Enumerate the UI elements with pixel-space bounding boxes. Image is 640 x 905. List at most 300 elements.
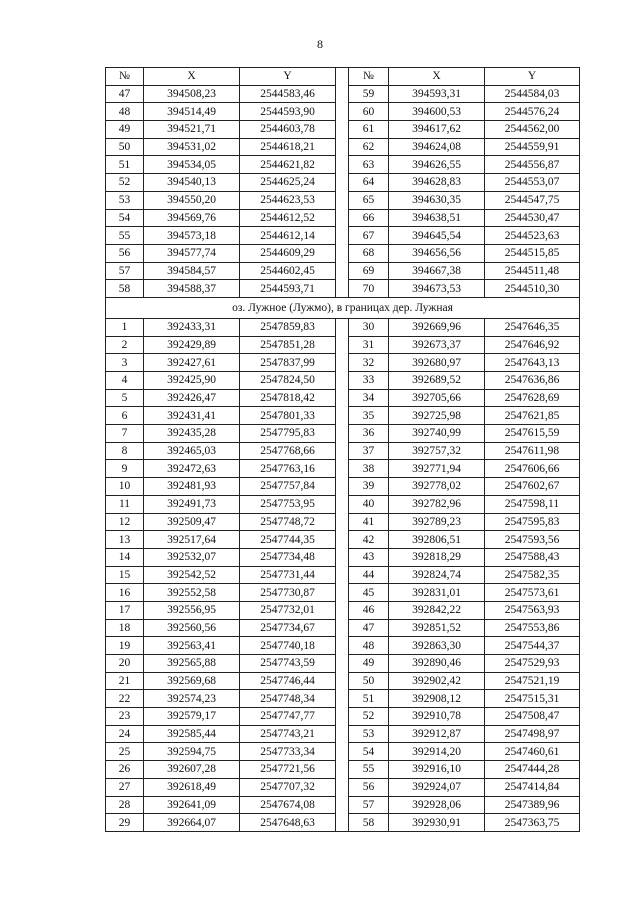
- cell-no-right: 48: [349, 637, 389, 655]
- cell-x-right: 392914,20: [389, 743, 485, 761]
- cell-y-left: 2547743,21: [240, 725, 336, 743]
- cell-y-right: 2547460,61: [485, 743, 580, 761]
- cell-y-right: 2547553,86: [485, 619, 580, 637]
- cell-y-left: 2544623,53: [240, 191, 336, 209]
- cell-y-right: 2544584,03: [485, 85, 580, 103]
- section-title-row: [106, 297, 580, 318]
- cell-y-right: 2547588,43: [485, 548, 580, 566]
- cell-no-left: 5: [106, 389, 144, 407]
- cell-x-right: 392806,51: [389, 531, 485, 549]
- cell-no-right: 67: [349, 227, 389, 245]
- cell-x-left: 392435,28: [144, 425, 240, 443]
- table-row: [106, 708, 580, 726]
- cell-y-left: 2547744,35: [240, 531, 336, 549]
- cell-x-left: 394534,05: [144, 156, 240, 174]
- cell-x-right: 392842,22: [389, 601, 485, 619]
- cell-no-right: 32: [349, 354, 389, 372]
- table-row: [106, 244, 580, 262]
- cell-no-left: 14: [106, 548, 144, 566]
- header-x-left: X: [144, 68, 240, 86]
- column-gap: [336, 513, 349, 531]
- cell-y-right: 2547615,59: [485, 425, 580, 443]
- cell-x-right: 392902,42: [389, 672, 485, 690]
- cell-no-left: 12: [106, 513, 144, 531]
- cell-y-left: 2547795,83: [240, 425, 336, 443]
- table-row: [106, 138, 580, 156]
- cell-no-right: 65: [349, 191, 389, 209]
- cell-y-right: 2547611,98: [485, 442, 580, 460]
- cell-x-left: 394573,18: [144, 227, 240, 245]
- cell-y-right: 2547444,28: [485, 761, 580, 779]
- cell-no-left: 16: [106, 584, 144, 602]
- cell-no-left: 58: [106, 280, 144, 298]
- cell-no-left: 22: [106, 690, 144, 708]
- block1-rows: [106, 85, 580, 297]
- table-row: [106, 619, 580, 637]
- cell-y-right: 2547646,35: [485, 318, 580, 336]
- cell-y-right: 2544547,75: [485, 191, 580, 209]
- cell-no-left: 10: [106, 478, 144, 496]
- cell-no-left: 6: [106, 407, 144, 425]
- cell-x-left: 394521,71: [144, 121, 240, 139]
- cell-no-right: 68: [349, 244, 389, 262]
- cell-x-left: 394588,37: [144, 280, 240, 298]
- cell-x-right: 394617,62: [389, 121, 485, 139]
- cell-x-left: 392481,93: [144, 478, 240, 496]
- cell-x-right: 394673,53: [389, 280, 485, 298]
- cell-no-left: 27: [106, 778, 144, 796]
- column-gap: [336, 174, 349, 192]
- cell-no-right: 41: [349, 513, 389, 531]
- table-row: [106, 103, 580, 121]
- column-gap: [336, 244, 349, 262]
- cell-y-right: 2544523,63: [485, 227, 580, 245]
- table-row: [106, 814, 580, 832]
- column-gap: [336, 743, 349, 761]
- cell-no-left: 9: [106, 460, 144, 478]
- table-row: [106, 761, 580, 779]
- cell-y-left: 2547732,01: [240, 601, 336, 619]
- cell-no-right: 31: [349, 336, 389, 354]
- cell-y-left: 2544593,71: [240, 280, 336, 298]
- table-row: [106, 156, 580, 174]
- cell-y-right: 2544553,07: [485, 174, 580, 192]
- cell-x-left: 392431,41: [144, 407, 240, 425]
- table-row: [106, 389, 580, 407]
- cell-no-right: 36: [349, 425, 389, 443]
- column-gap: [336, 478, 349, 496]
- cell-y-left: 2547674,08: [240, 796, 336, 814]
- column-gap: [336, 495, 349, 513]
- cell-y-right: 2547389,96: [485, 796, 580, 814]
- column-gap: [336, 407, 349, 425]
- cell-no-left: 29: [106, 814, 144, 832]
- column-gap: [336, 460, 349, 478]
- cell-no-right: 40: [349, 495, 389, 513]
- block2-rows: [106, 318, 580, 831]
- cell-x-left: 392579,17: [144, 708, 240, 726]
- cell-no-left: 47: [106, 85, 144, 103]
- column-gap: [336, 655, 349, 673]
- cell-x-right: 392705,66: [389, 389, 485, 407]
- cell-x-left: 394584,57: [144, 262, 240, 280]
- cell-y-left: 2547748,72: [240, 513, 336, 531]
- cell-y-left: 2544603,78: [240, 121, 336, 139]
- cell-x-right: 392680,97: [389, 354, 485, 372]
- cell-no-right: 64: [349, 174, 389, 192]
- cell-y-left: 2547801,33: [240, 407, 336, 425]
- cell-x-right: 394630,35: [389, 191, 485, 209]
- cell-no-left: 11: [106, 495, 144, 513]
- column-gap: [336, 814, 349, 832]
- column-gap: [336, 708, 349, 726]
- cell-y-right: 2547363,75: [485, 814, 580, 832]
- header-no-left: №: [106, 68, 144, 86]
- table-row: [106, 209, 580, 227]
- cell-no-right: 37: [349, 442, 389, 460]
- cell-no-right: 61: [349, 121, 389, 139]
- cell-x-right: 394626,55: [389, 156, 485, 174]
- cell-x-left: 392618,49: [144, 778, 240, 796]
- section-title: оз. Лужное (Лужмо), в границах дер. Лужная: [106, 297, 580, 318]
- cell-no-right: 69: [349, 262, 389, 280]
- table-row: [106, 460, 580, 478]
- cell-x-left: 392517,64: [144, 531, 240, 549]
- cell-y-left: 2547859,83: [240, 318, 336, 336]
- cell-no-left: 24: [106, 725, 144, 743]
- column-gap: [336, 156, 349, 174]
- cell-no-left: 23: [106, 708, 144, 726]
- table-row: [106, 513, 580, 531]
- cell-y-left: 2544602,45: [240, 262, 336, 280]
- cell-y-right: 2547628,69: [485, 389, 580, 407]
- column-gap: [336, 280, 349, 298]
- table-row: [106, 690, 580, 708]
- cell-no-right: 62: [349, 138, 389, 156]
- table-row: [106, 442, 580, 460]
- cell-y-left: 2547837,99: [240, 354, 336, 372]
- cell-y-right: 2544576,24: [485, 103, 580, 121]
- cell-x-left: 392556,95: [144, 601, 240, 619]
- cell-y-left: 2547851,28: [240, 336, 336, 354]
- cell-x-left: 394577,74: [144, 244, 240, 262]
- cell-y-right: 2547508,47: [485, 708, 580, 726]
- cell-y-right: 2544562,00: [485, 121, 580, 139]
- cell-no-right: 45: [349, 584, 389, 602]
- cell-x-right: 392824,74: [389, 566, 485, 584]
- column-gap: [336, 442, 349, 460]
- cell-y-left: 2547730,87: [240, 584, 336, 602]
- cell-no-right: 55: [349, 761, 389, 779]
- cell-y-right: 2544515,85: [485, 244, 580, 262]
- table-row: [106, 85, 580, 103]
- cell-no-right: 49: [349, 655, 389, 673]
- cell-no-right: 52: [349, 708, 389, 726]
- cell-x-right: 392757,32: [389, 442, 485, 460]
- cell-x-left: 392607,28: [144, 761, 240, 779]
- cell-no-right: 63: [349, 156, 389, 174]
- cell-no-left: 26: [106, 761, 144, 779]
- cell-no-left: 13: [106, 531, 144, 549]
- cell-y-right: 2547521,19: [485, 672, 580, 690]
- cell-no-right: 60: [349, 103, 389, 121]
- cell-no-right: 46: [349, 601, 389, 619]
- cell-y-right: 2547515,31: [485, 690, 580, 708]
- table-row: [106, 531, 580, 549]
- cell-y-left: 2547757,84: [240, 478, 336, 496]
- column-gap: [336, 191, 349, 209]
- cell-x-left: 392563,41: [144, 637, 240, 655]
- cell-x-right: 394593,31: [389, 85, 485, 103]
- cell-y-left: 2547707,32: [240, 778, 336, 796]
- cell-y-right: 2547529,93: [485, 655, 580, 673]
- table-row: [106, 495, 580, 513]
- column-gap: [336, 761, 349, 779]
- cell-no-left: 7: [106, 425, 144, 443]
- cell-no-right: 47: [349, 619, 389, 637]
- cell-no-right: 30: [349, 318, 389, 336]
- cell-y-left: 2547746,44: [240, 672, 336, 690]
- cell-x-left: 392542,52: [144, 566, 240, 584]
- column-gap: [336, 389, 349, 407]
- cell-no-left: 2: [106, 336, 144, 354]
- column-gap: [336, 778, 349, 796]
- cell-no-right: 35: [349, 407, 389, 425]
- column-gap: [336, 566, 349, 584]
- cell-x-right: 392912,87: [389, 725, 485, 743]
- cell-x-right: 392669,96: [389, 318, 485, 336]
- table-row: [106, 174, 580, 192]
- cell-x-right: 392740,99: [389, 425, 485, 443]
- table-row: [106, 354, 580, 372]
- cell-x-left: 392594,75: [144, 743, 240, 761]
- column-gap: [336, 318, 349, 336]
- page-number: 8: [317, 37, 323, 51]
- cell-x-left: 392565,88: [144, 655, 240, 673]
- cell-y-right: 2547582,35: [485, 566, 580, 584]
- cell-no-right: 66: [349, 209, 389, 227]
- cell-y-left: 2547648,63: [240, 814, 336, 832]
- cell-x-right: 392789,23: [389, 513, 485, 531]
- cell-no-right: 39: [349, 478, 389, 496]
- cell-x-right: 392908,12: [389, 690, 485, 708]
- cell-no-left: 21: [106, 672, 144, 690]
- cell-y-left: 2547743,59: [240, 655, 336, 673]
- cell-x-right: 392771,94: [389, 460, 485, 478]
- column-gap: [336, 138, 349, 156]
- cell-no-right: 57: [349, 796, 389, 814]
- cell-x-right: 394656,56: [389, 244, 485, 262]
- table-row: [106, 778, 580, 796]
- cell-no-right: 58: [349, 814, 389, 832]
- table-row: [106, 425, 580, 443]
- column-gap: [336, 584, 349, 602]
- table-row: [106, 566, 580, 584]
- cell-x-right: 392818,29: [389, 548, 485, 566]
- table-row: [106, 548, 580, 566]
- column-gap: [336, 103, 349, 121]
- cell-no-left: 57: [106, 262, 144, 280]
- column-gap: [336, 725, 349, 743]
- cell-y-right: 2547598,11: [485, 495, 580, 513]
- cell-y-left: 2544612,52: [240, 209, 336, 227]
- cell-no-left: 54: [106, 209, 144, 227]
- cell-x-left: 392425,90: [144, 372, 240, 390]
- cell-x-left: 392509,47: [144, 513, 240, 531]
- cell-x-left: 392574,23: [144, 690, 240, 708]
- cell-no-left: 28: [106, 796, 144, 814]
- header-x-right: X: [389, 68, 485, 86]
- cell-x-left: 394531,02: [144, 138, 240, 156]
- cell-y-left: 2544612,14: [240, 227, 336, 245]
- cell-x-left: 392433,31: [144, 318, 240, 336]
- column-gap: [336, 425, 349, 443]
- table-row: [106, 725, 580, 743]
- table-row: [106, 478, 580, 496]
- cell-y-right: 2547643,13: [485, 354, 580, 372]
- cell-x-left: 394550,20: [144, 191, 240, 209]
- cell-y-left: 2547734,67: [240, 619, 336, 637]
- header-y-left: Y: [240, 68, 336, 86]
- column-gap: [336, 637, 349, 655]
- cell-no-left: 8: [106, 442, 144, 460]
- cell-no-right: 53: [349, 725, 389, 743]
- column-gap: [336, 372, 349, 390]
- column-gap: [336, 336, 349, 354]
- cell-no-left: 50: [106, 138, 144, 156]
- cell-x-right: 392910,78: [389, 708, 485, 726]
- cell-y-left: 2547768,66: [240, 442, 336, 460]
- cell-y-left: 2547733,34: [240, 743, 336, 761]
- header-row: [106, 68, 580, 86]
- cell-x-left: 392491,73: [144, 495, 240, 513]
- cell-no-right: 56: [349, 778, 389, 796]
- table-row: [106, 584, 580, 602]
- coordinates-table: [105, 67, 580, 832]
- cell-y-right: 2547593,56: [485, 531, 580, 549]
- cell-y-right: 2547414,84: [485, 778, 580, 796]
- cell-y-left: 2547824,50: [240, 372, 336, 390]
- cell-no-right: 43: [349, 548, 389, 566]
- cell-y-right: 2547544,37: [485, 637, 580, 655]
- cell-no-right: 50: [349, 672, 389, 690]
- table-row: [106, 796, 580, 814]
- cell-y-left: 2547734,48: [240, 548, 336, 566]
- cell-y-right: 2547573,61: [485, 584, 580, 602]
- cell-no-left: 20: [106, 655, 144, 673]
- column-gap: [336, 531, 349, 549]
- column-gap: [336, 68, 349, 86]
- table-row: [106, 280, 580, 298]
- cell-x-left: 392552,58: [144, 584, 240, 602]
- column-gap: [336, 690, 349, 708]
- table-row: [106, 191, 580, 209]
- column-gap: [336, 548, 349, 566]
- cell-x-right: 392782,96: [389, 495, 485, 513]
- table-row: [106, 372, 580, 390]
- cell-x-right: 392928,06: [389, 796, 485, 814]
- cell-x-right: 392725,98: [389, 407, 485, 425]
- cell-y-left: 2547747,77: [240, 708, 336, 726]
- cell-no-left: 51: [106, 156, 144, 174]
- cell-x-left: 392569,68: [144, 672, 240, 690]
- cell-x-right: 394638,51: [389, 209, 485, 227]
- cell-no-right: 33: [349, 372, 389, 390]
- column-gap: [336, 354, 349, 372]
- cell-y-right: 2547602,67: [485, 478, 580, 496]
- cell-x-right: 392673,37: [389, 336, 485, 354]
- column-gap: [336, 227, 349, 245]
- cell-x-left: 392664,07: [144, 814, 240, 832]
- cell-x-right: 392930,91: [389, 814, 485, 832]
- cell-x-right: 394600,53: [389, 103, 485, 121]
- cell-no-left: 25: [106, 743, 144, 761]
- cell-y-left: 2547748,34: [240, 690, 336, 708]
- cell-x-left: 392641,09: [144, 796, 240, 814]
- column-gap: [336, 209, 349, 227]
- table-row: [106, 637, 580, 655]
- cell-y-left: 2544625,24: [240, 174, 336, 192]
- cell-x-right: 392916,10: [389, 761, 485, 779]
- table-row: [106, 262, 580, 280]
- column-gap: [336, 262, 349, 280]
- column-gap: [336, 121, 349, 139]
- cell-no-left: 18: [106, 619, 144, 637]
- column-gap: [336, 619, 349, 637]
- cell-y-right: 2547595,83: [485, 513, 580, 531]
- cell-y-right: 2544511,48: [485, 262, 580, 280]
- cell-x-left: 394569,76: [144, 209, 240, 227]
- cell-no-left: 3: [106, 354, 144, 372]
- cell-no-left: 19: [106, 637, 144, 655]
- cell-x-left: 392427,61: [144, 354, 240, 372]
- cell-no-left: 49: [106, 121, 144, 139]
- cell-no-right: 42: [349, 531, 389, 549]
- cell-x-right: 392890,46: [389, 655, 485, 673]
- column-gap: [336, 601, 349, 619]
- cell-y-left: 2544621,82: [240, 156, 336, 174]
- cell-x-right: 394645,54: [389, 227, 485, 245]
- cell-x-left: 394508,23: [144, 85, 240, 103]
- cell-x-right: 394624,08: [389, 138, 485, 156]
- column-gap: [336, 85, 349, 103]
- cell-x-right: 392831,01: [389, 584, 485, 602]
- cell-y-left: 2547763,16: [240, 460, 336, 478]
- cell-x-right: 392778,02: [389, 478, 485, 496]
- cell-y-right: 2544559,91: [485, 138, 580, 156]
- cell-y-right: 2544530,47: [485, 209, 580, 227]
- cell-y-left: 2544583,46: [240, 85, 336, 103]
- cell-no-right: 70: [349, 280, 389, 298]
- cell-y-right: 2544556,87: [485, 156, 580, 174]
- table-row: [106, 655, 580, 673]
- cell-no-right: 54: [349, 743, 389, 761]
- cell-no-left: 1: [106, 318, 144, 336]
- cell-x-left: 392465,03: [144, 442, 240, 460]
- cell-x-right: 392851,52: [389, 619, 485, 637]
- table-row: [106, 672, 580, 690]
- header-y-right: Y: [485, 68, 580, 86]
- cell-no-right: 51: [349, 690, 389, 708]
- cell-y-left: 2547818,42: [240, 389, 336, 407]
- table-row: [106, 743, 580, 761]
- table-row: [106, 601, 580, 619]
- table-row: [106, 318, 580, 336]
- cell-y-left: 2544593,90: [240, 103, 336, 121]
- cell-x-left: 392560,56: [144, 619, 240, 637]
- cell-x-right: 392689,52: [389, 372, 485, 390]
- cell-y-left: 2544609,29: [240, 244, 336, 262]
